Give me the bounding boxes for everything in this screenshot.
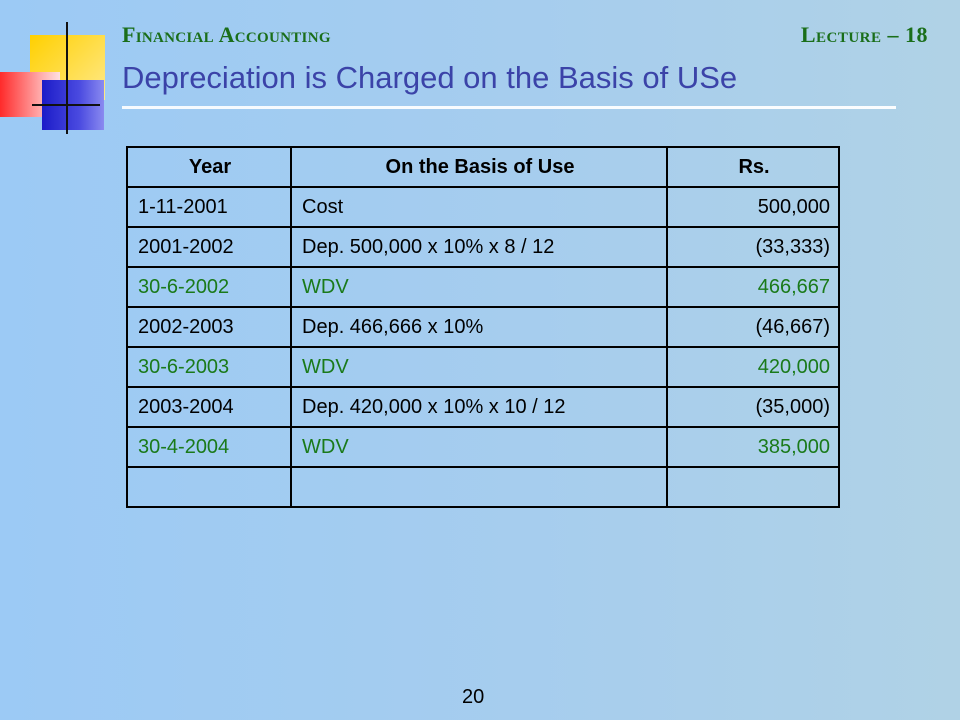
cell-year: 2003-2004	[127, 387, 291, 427]
cell-year	[127, 467, 291, 507]
course-title: Financial Accounting	[122, 22, 331, 47]
cell-description: Dep. 500,000 x 10% x 8 / 12	[291, 227, 667, 267]
cell-description	[291, 467, 667, 507]
table-row	[127, 227, 839, 267]
lecture-label: Lecture – 18	[800, 22, 928, 47]
table-header-row	[127, 147, 839, 187]
cell-description: WDV	[291, 267, 667, 307]
cell-description: WDV	[291, 427, 667, 467]
cell-amount	[667, 467, 839, 507]
table-row	[127, 267, 839, 307]
cell-year: 1-11-2001	[127, 187, 291, 227]
cell-amount: 500,000	[667, 187, 839, 227]
table-row	[127, 307, 839, 347]
table-row	[127, 187, 839, 227]
cell-amount: 385,000	[667, 427, 839, 467]
column-header-basis: On the Basis of Use	[291, 147, 667, 187]
column-header-year: Year	[127, 147, 291, 187]
cell-year: 30-4-2004	[127, 427, 291, 467]
page-number: 20	[462, 686, 485, 708]
table-row	[127, 467, 839, 507]
decor-horizontal-line	[32, 104, 100, 106]
cell-amount: 420,000	[667, 347, 839, 387]
table-row	[127, 387, 839, 427]
cell-year: 2001-2002	[127, 227, 291, 267]
cell-description: Dep. 420,000 x 10% x 10 / 12	[291, 387, 667, 427]
cell-amount: (35,000)	[667, 387, 839, 427]
table-row	[127, 347, 839, 387]
cell-year: 30-6-2002	[127, 267, 291, 307]
cell-amount: (46,667)	[667, 307, 839, 347]
slide-title: Depreciation is Charged on the Basis of USe	[122, 60, 738, 95]
cell-year: 2002-2003	[127, 307, 291, 347]
title-underline	[122, 106, 896, 109]
cell-year: 30-6-2003	[127, 347, 291, 387]
depreciation-table	[126, 146, 840, 508]
cell-description: WDV	[291, 347, 667, 387]
cell-description: Dep. 466,666 x 10%	[291, 307, 667, 347]
decor-vertical-line	[66, 22, 68, 134]
cell-amount: 466,667	[667, 267, 839, 307]
cell-amount: (33,333)	[667, 227, 839, 267]
table-row	[127, 427, 839, 467]
column-header-amount: Rs.	[667, 147, 839, 187]
cell-description: Cost	[291, 187, 667, 227]
